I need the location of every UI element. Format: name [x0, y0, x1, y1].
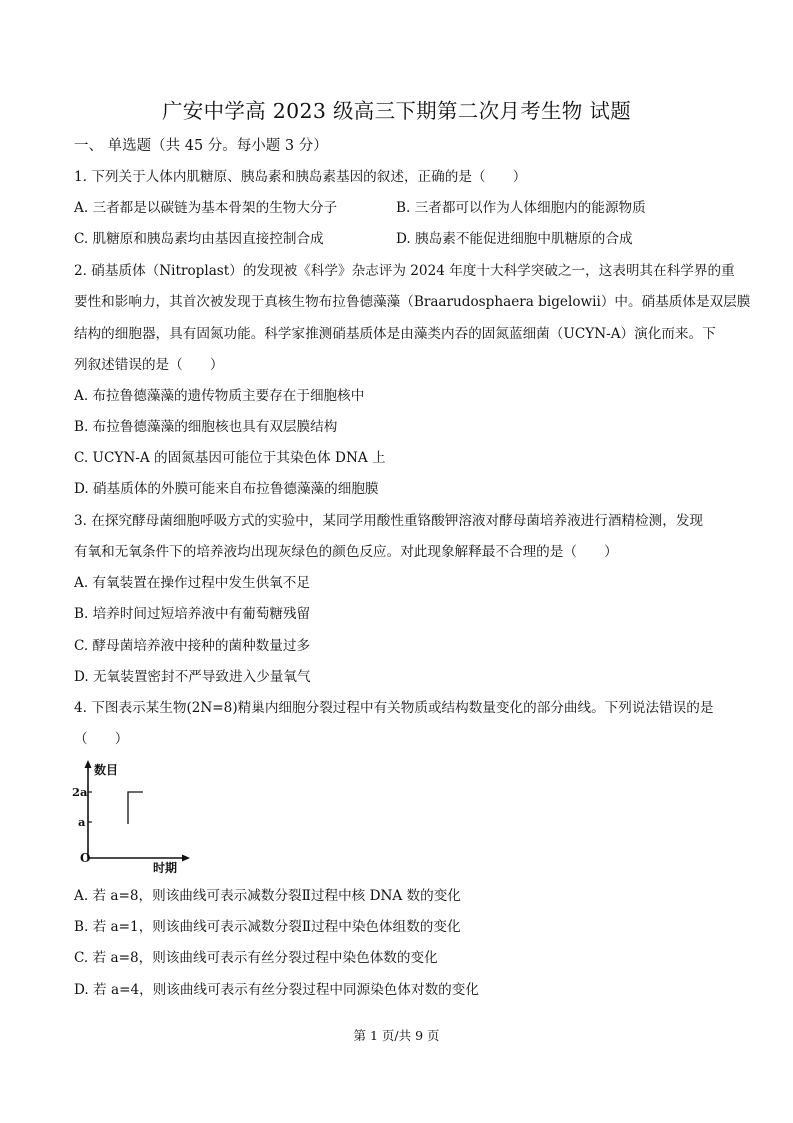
graph-curve	[128, 792, 143, 824]
q4-option-c: C. 若 a=8，则该曲线可表示有丝分裂过程中染色体数的变化	[74, 950, 438, 966]
q4-option-a: A. 若 a=8，则该曲线可表示减数分裂Ⅱ过程中核 DNA 数的变化	[74, 888, 461, 904]
q1-option-d: D. 胰岛素不能促进细胞中肌糖原的合成	[396, 231, 633, 247]
q2-stem-line1: 2. 硝基质体（Nitroplast）的发现被《科学》杂志评为 2024 年度十大科学突破之一，这表明其在科学界的重	[74, 263, 735, 279]
q3-option-c: C. 酵母菌培养液中接种的菌种数量过多	[74, 638, 311, 654]
q2-option-b: B. 布拉鲁德藻藻的细胞核也具有双层膜结构	[74, 419, 338, 435]
q4-option-b: B. 若 a=1，则该曲线可表示减数分裂Ⅱ过程中染色体组数的变化	[74, 919, 461, 935]
q3-option-b: B. 培养时间过短培养液中有葡萄糖残留	[74, 606, 311, 622]
q1-option-b: B. 三者都可以作为人体细胞内的能源物质	[396, 200, 646, 216]
q3-stem-line1: 3. 在探究酵母菌细胞呼吸方式的实验中，某同学用酸性重铬酸钾溶液对酵母菌培养液进行酒精检测，发现	[74, 513, 704, 529]
q4-option-d: D. 若 a=4，则该曲线可表示有丝分裂过程中同源染色体对数的变化	[74, 982, 479, 998]
q3-option-a: A. 有氧装置在操作过程中发生供氧不足	[74, 575, 310, 591]
q2-stem-line2: 要性和影响力，其首次被发现于真核生物布拉鲁德藻藻（Braarudosphaera bigelowii）中。硝基质体是双层膜	[74, 294, 751, 310]
q2-option-c: C. UCYN-A 的固氮基因可能位于其染色体 DNA 上	[74, 450, 386, 466]
graph-y-label: 数目	[94, 763, 119, 777]
graph-x-label: 时期	[153, 861, 178, 875]
graph-tick-2a: 2a	[72, 785, 88, 799]
q4-graph	[70, 758, 200, 878]
q2-stem-line4: 列叙述错误的是（ ）	[74, 357, 224, 373]
page-footer: 第 1 页/共 9 页	[353, 1028, 440, 1043]
graph-tick-a: a	[78, 815, 86, 829]
page-title: 广安中学高 2023 级高三下期第二次月考生物 试题	[161, 99, 632, 123]
graph-y-arrow	[85, 760, 92, 768]
q4-stem-line1: 4. 下图表示某生物(2N=8)精巢内细胞分裂过程中有关物质或结构数量变化的部分曲线。下列说法错误的是	[74, 700, 714, 716]
q3-stem-line2: 有氧和无氧条件下的培养液均出现灰绿色的颜色反应。对此现象解释最不合理的是（ ）	[74, 544, 618, 560]
q1-option-a: A. 三者都是以碳链为基本骨架的生物大分子	[74, 200, 338, 216]
q2-option-d: D. 硝基质体的外膜可能来自布拉鲁德藻藻的细胞膜	[74, 481, 379, 497]
graph-origin: O	[80, 851, 91, 865]
q3-option-d: D. 无氧装置密封不严导致进入少量氧气	[74, 669, 311, 685]
q1-stem: 1. 下列关于人体内肌糖原、胰岛素和胰岛素基因的叙述，正确的是（ ）	[74, 169, 527, 185]
q1-option-c: C. 肌糖原和胰岛素均由基因直接控制合成	[74, 231, 324, 247]
section-heading: 一、 单选题（共 45 分。每小题 3 分）	[74, 138, 328, 154]
q4-stem-line2: （ ）	[74, 731, 129, 747]
q2-option-a: A. 布拉鲁德藻藻的遗传物质主要存在于细胞核中	[74, 388, 365, 404]
graph-x-arrow	[182, 855, 190, 862]
q2-stem-line3: 结构的细胞器，具有固氮功能。科学家推测硝基质体是由藻类内吞的固氮蓝细菌（UCYN-A）演化而来。下	[74, 326, 716, 342]
